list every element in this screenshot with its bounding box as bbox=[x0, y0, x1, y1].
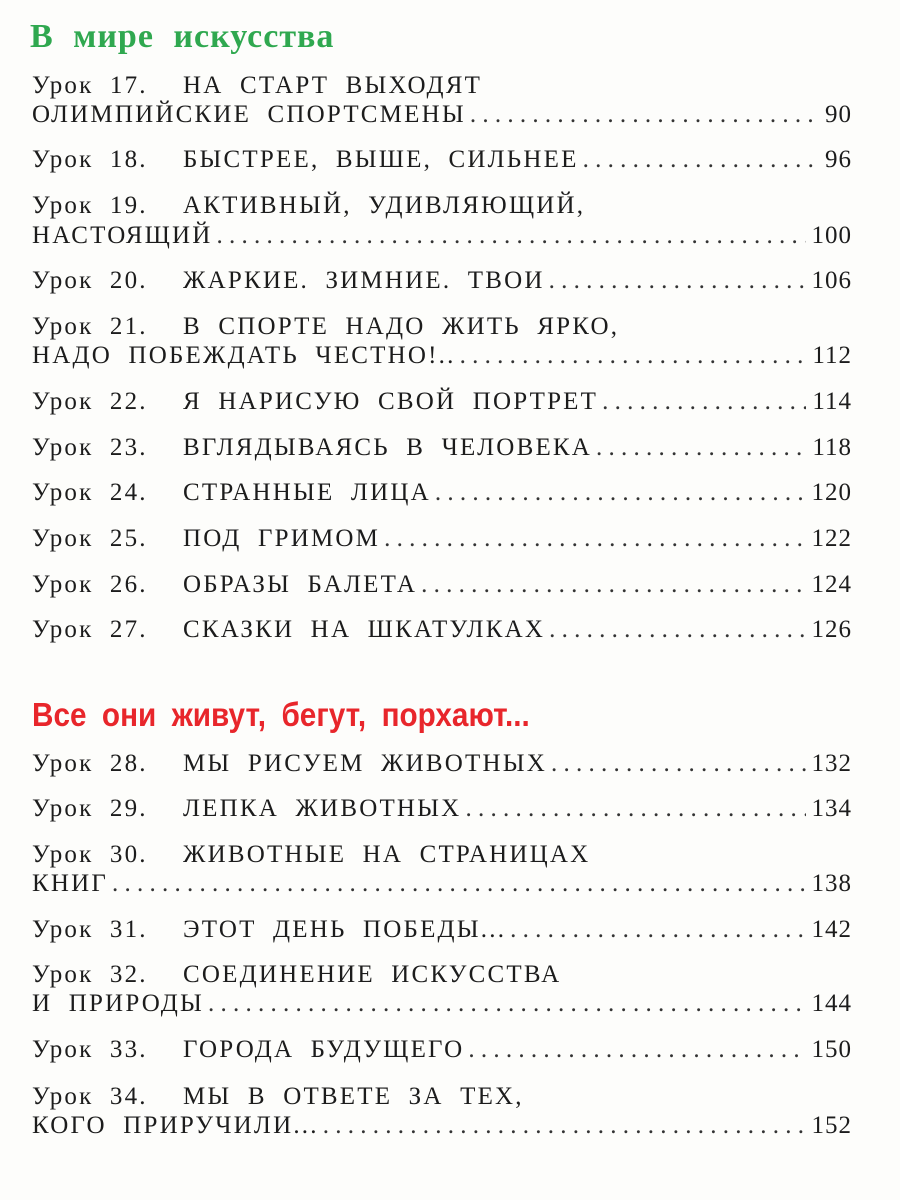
lesson-number: Урок 22. bbox=[32, 388, 148, 415]
lesson-title: МЫ В ОТВЕТЕ ЗА ТЕХ, bbox=[183, 1083, 524, 1110]
lesson-title: И ПРИРОДЫ bbox=[32, 990, 204, 1017]
dot-leader bbox=[384, 525, 805, 553]
toc-entry-line[interactable] bbox=[32, 990, 852, 1020]
lesson-title: КОГО ПРИРУЧИЛИ... bbox=[32, 1112, 319, 1139]
page-number: 106 bbox=[811, 267, 852, 294]
page-number: 132 bbox=[811, 750, 852, 777]
lesson-title: СТРАННЫЕ ЛИЦА bbox=[183, 479, 431, 506]
page-number: 90 bbox=[825, 101, 852, 128]
dot-leader bbox=[510, 916, 805, 944]
lesson-number: Урок 20. bbox=[32, 267, 148, 294]
toc-entry-line[interactable] bbox=[32, 1083, 852, 1113]
lesson-number: Урок 25. bbox=[32, 525, 148, 552]
lesson-number: Урок 19. bbox=[32, 192, 148, 219]
lesson-number: Урок 27. bbox=[32, 616, 148, 643]
lesson-number: Урок 29. bbox=[32, 795, 148, 822]
lesson-title: Я НАРИСУЮ СВОЙ ПОРТРЕТ bbox=[183, 388, 599, 415]
dot-leader bbox=[470, 101, 819, 129]
toc-entry-line[interactable] bbox=[32, 571, 852, 601]
toc-entry-line[interactable] bbox=[32, 479, 852, 509]
lesson-number: Урок 28. bbox=[32, 750, 148, 777]
toc-entry-line[interactable] bbox=[32, 222, 852, 252]
lesson-number: Урок 31. bbox=[32, 916, 148, 943]
page-number: 144 bbox=[811, 990, 852, 1017]
toc-entry-line[interactable] bbox=[32, 870, 852, 900]
page-number: 138 bbox=[811, 870, 852, 897]
toc-entry-line[interactable] bbox=[32, 388, 852, 418]
lesson-number: Урок 34. bbox=[32, 1083, 148, 1110]
toc-entry-line[interactable] bbox=[32, 192, 852, 222]
lesson-number: Урок 23. bbox=[32, 434, 148, 461]
lesson-number: Урок 18. bbox=[32, 146, 148, 173]
page-number: 124 bbox=[811, 571, 852, 598]
toc-entry-line[interactable] bbox=[32, 313, 852, 343]
toc-entry-line[interactable] bbox=[32, 72, 852, 102]
toc-entry-line[interactable] bbox=[32, 961, 852, 991]
lesson-number: Урок 17. bbox=[32, 72, 148, 99]
page-number: 112 bbox=[812, 342, 852, 369]
lesson-title: НА СТАРТ ВЫХОДЯТ bbox=[183, 72, 483, 99]
lesson-title: ГОРОДА БУДУЩЕГО bbox=[183, 1036, 465, 1063]
toc-entry-line[interactable] bbox=[32, 841, 852, 871]
page-number: 152 bbox=[811, 1112, 852, 1139]
toc-entry-line[interactable] bbox=[32, 750, 852, 780]
toc-entry-line[interactable] bbox=[32, 146, 852, 176]
lesson-title: ОЛИМПИЙСКИЕ СПОРТСМЕНЫ bbox=[32, 101, 466, 128]
lesson-number: Урок 26. bbox=[32, 571, 148, 598]
lesson-title: ПОД ГРИМОМ bbox=[183, 525, 381, 552]
page-number: 134 bbox=[811, 795, 852, 822]
page-number: 122 bbox=[811, 525, 852, 552]
lesson-number: Урок 30. bbox=[32, 841, 148, 868]
page-number: 114 bbox=[812, 388, 852, 415]
toc-entry-line[interactable] bbox=[32, 795, 852, 825]
lesson-title: МЫ РИСУЕМ ЖИВОТНЫХ bbox=[183, 750, 547, 777]
toc-entry-line[interactable] bbox=[32, 1036, 852, 1066]
lesson-title: В СПОРТЕ НАДО ЖИТЬ ЯРКО, bbox=[183, 313, 620, 340]
dot-leader bbox=[421, 571, 805, 599]
lesson-title: НАДО ПОБЕЖДАТЬ ЧЕСТНО!.. bbox=[32, 342, 456, 369]
dot-leader bbox=[435, 479, 806, 507]
dot-leader bbox=[602, 388, 806, 416]
toc-entry-line[interactable] bbox=[32, 1112, 852, 1142]
lesson-title: АКТИВНЫЙ, УДИВЛЯЮЩИЙ, bbox=[183, 192, 586, 219]
dot-leader bbox=[217, 222, 806, 250]
dot-leader bbox=[465, 795, 805, 823]
lesson-title: ОБРАЗЫ БАЛЕТА bbox=[183, 571, 418, 598]
page-number: 100 bbox=[811, 222, 852, 249]
page-number: 142 bbox=[811, 916, 852, 943]
dot-leader bbox=[551, 750, 806, 778]
page-number: 118 bbox=[812, 434, 852, 461]
lesson-title: ЛЕПКА ЖИВОТНЫХ bbox=[183, 795, 462, 822]
dot-leader bbox=[583, 146, 819, 174]
dot-leader bbox=[460, 342, 807, 370]
toc-entry-line[interactable] bbox=[32, 525, 852, 555]
toc-entry-line[interactable] bbox=[32, 101, 852, 131]
lesson-title: ЭТОТ ДЕНЬ ПОБЕДЫ... bbox=[183, 916, 507, 943]
dot-leader bbox=[323, 1112, 806, 1140]
lesson-title: ЖАРКИЕ. ЗИМНИЕ. ТВОИ bbox=[183, 267, 545, 294]
lesson-number: Урок 21. bbox=[32, 313, 148, 340]
lesson-title: СКАЗКИ НА ШКАТУЛКАХ bbox=[183, 616, 546, 643]
lesson-title: КНИГ bbox=[32, 870, 109, 897]
page-number: 120 bbox=[811, 479, 852, 506]
lesson-title: СОЕДИНЕНИЕ ИСКУССТВА bbox=[183, 961, 562, 988]
toc-entry-line[interactable] bbox=[32, 267, 852, 297]
dot-leader bbox=[549, 616, 805, 644]
toc-entry-line[interactable] bbox=[32, 616, 852, 646]
lesson-title: НАСТОЯЩИЙ bbox=[32, 222, 213, 249]
lesson-title: ЖИВОТНЫЕ НА СТРАНИЦАХ bbox=[183, 841, 591, 868]
section-heading-animals: Все они живут, бегут, порхают... bbox=[32, 696, 530, 733]
page-number: 150 bbox=[811, 1036, 852, 1063]
dot-leader bbox=[596, 434, 806, 462]
page-number: 126 bbox=[811, 616, 852, 643]
lesson-number: Урок 32. bbox=[32, 961, 148, 988]
section-heading-art: В мире искусства bbox=[30, 18, 335, 55]
lesson-number: Урок 33. bbox=[32, 1036, 148, 1063]
dot-leader bbox=[208, 990, 806, 1018]
dot-leader bbox=[549, 267, 806, 295]
dot-leader bbox=[112, 870, 805, 898]
lesson-title: ВГЛЯДЫВАЯСЬ В ЧЕЛОВЕКА bbox=[183, 434, 593, 461]
toc-entry-line[interactable] bbox=[32, 434, 852, 464]
lesson-number: Урок 24. bbox=[32, 479, 148, 506]
lesson-title: БЫСТРЕЕ, ВЫШЕ, СИЛЬНЕЕ bbox=[183, 146, 579, 173]
toc-entry-line[interactable] bbox=[32, 342, 852, 372]
toc-entry-line[interactable] bbox=[32, 916, 852, 946]
page-number: 96 bbox=[825, 146, 852, 173]
dot-leader bbox=[468, 1036, 805, 1064]
